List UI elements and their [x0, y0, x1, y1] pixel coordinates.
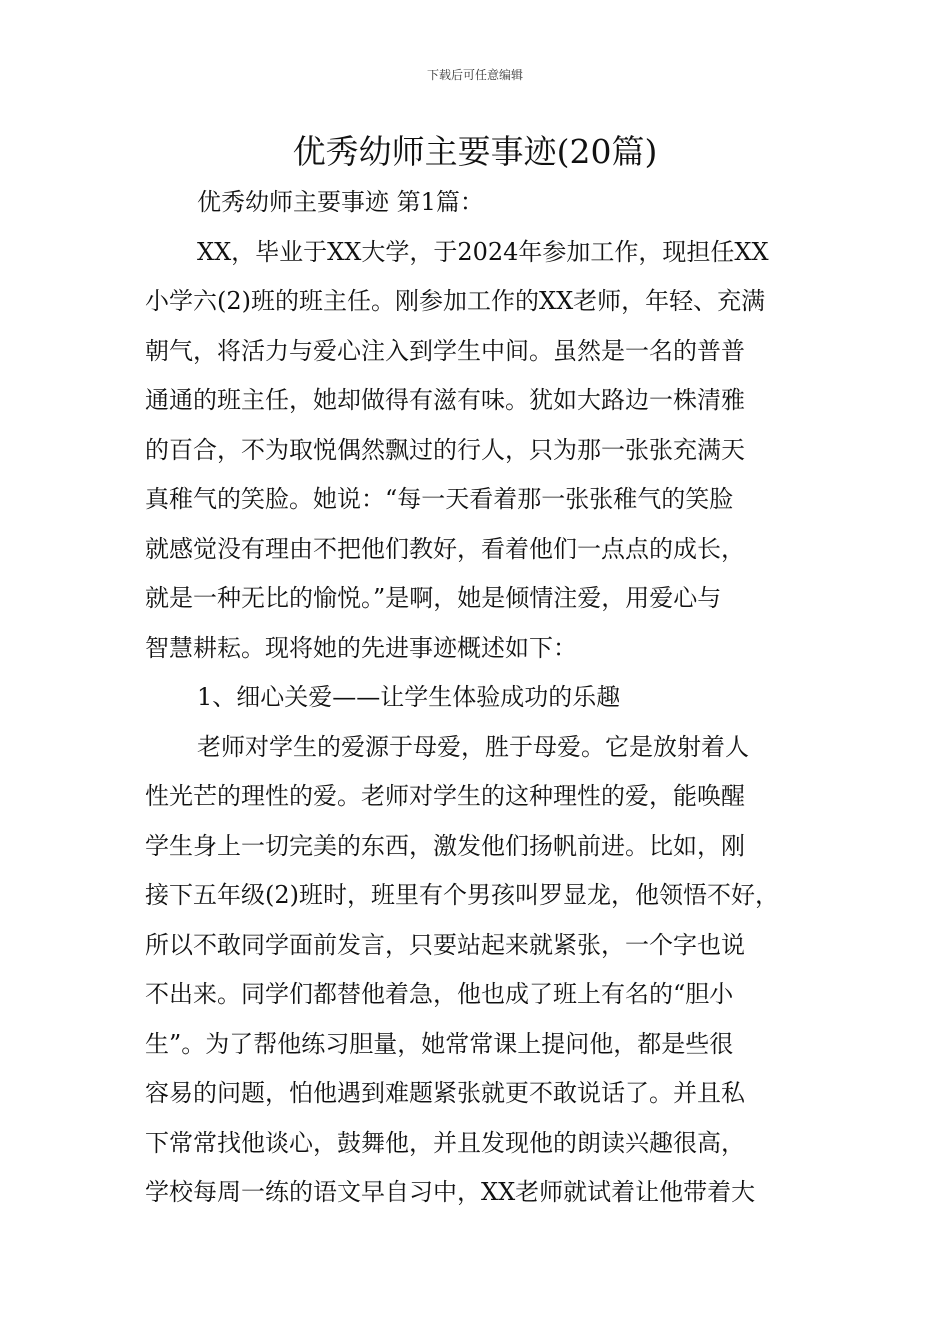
paragraph-line: 通通的班主任，她却做得有滋有味。犹如大路边一株清雅 [145, 386, 745, 414]
paragraph-line: XX，毕业于XX大学，于2024年参加工作，现担任XX [197, 237, 769, 266]
section-heading: 优秀幼师主要事迹 第1篇： [197, 188, 484, 216]
paragraph-line: 学校每周一练的语文早自习中，XX老师就试着让他带着大 [145, 1178, 756, 1206]
paragraph-line: 下常常找他谈心，鼓舞他，并且发现他的朗读兴趣很高， [145, 1128, 745, 1157]
paragraph-line: 接下五年级(2)班时，班里有个男孩叫罗显龙，他领悟不好， [145, 881, 779, 909]
paragraph-line: 小学六(2)班的班主任。刚参加工作的XX老师，年轻、充满 [145, 287, 766, 315]
paragraph-line: 容易的问题，怕他遇到难题紧张就更不敢说话了。并且私 [145, 1079, 745, 1107]
document-title: 优秀幼师主要事迹(20篇) [292, 132, 658, 171]
paragraph-line: 就感觉没有理由不把他们教好，看着他们一点点的成长， [145, 534, 745, 563]
paragraph-line: 性光芒的理性的爱。老师对学生的这种理性的爱，能唤醒 [145, 782, 745, 810]
paragraph-line: 朝气，将活力与爱心注入到学生中间。虽然是一名的普普 [145, 336, 745, 365]
paragraph-line: 生”。为了帮他练习胆量，她常常课上提问他，都是些很 [145, 1029, 734, 1058]
subsection-heading: 1、细心关爱——让学生体验成功的乐趣 [197, 683, 621, 711]
paragraph-line: 所以不敢同学面前发言，只要站起来就紧张，一个字也说 [145, 930, 745, 959]
page-header-note: 下载后可任意编辑 [426, 68, 523, 82]
paragraph-line: 的百合，不为取悦偶然飘过的行人，只为那一张张充满天 [145, 435, 745, 464]
document-body [145, 178, 825, 1218]
paragraph-line: 老师对学生的爱源于母爱，胜于母爱。它是放射着人 [197, 732, 749, 761]
paragraph-line: 学生身上一切完美的东西，激发他们扬帆前进。比如，刚 [145, 831, 745, 860]
paragraph-line: 不出来。同学们都替他着急，他也成了班上有名的“胆小 [145, 980, 734, 1008]
paragraph-line: 真稚气的笑脸。她说：“每一天看着那一张张稚气的笑脸 [145, 485, 734, 513]
paragraph-line: 智慧耕耘。现将她的先进事迹概述如下： [145, 633, 577, 662]
paragraph-line: 就是一种无比的愉悦。”是啊，她是倾情注爱，用爱心与 [145, 584, 722, 612]
